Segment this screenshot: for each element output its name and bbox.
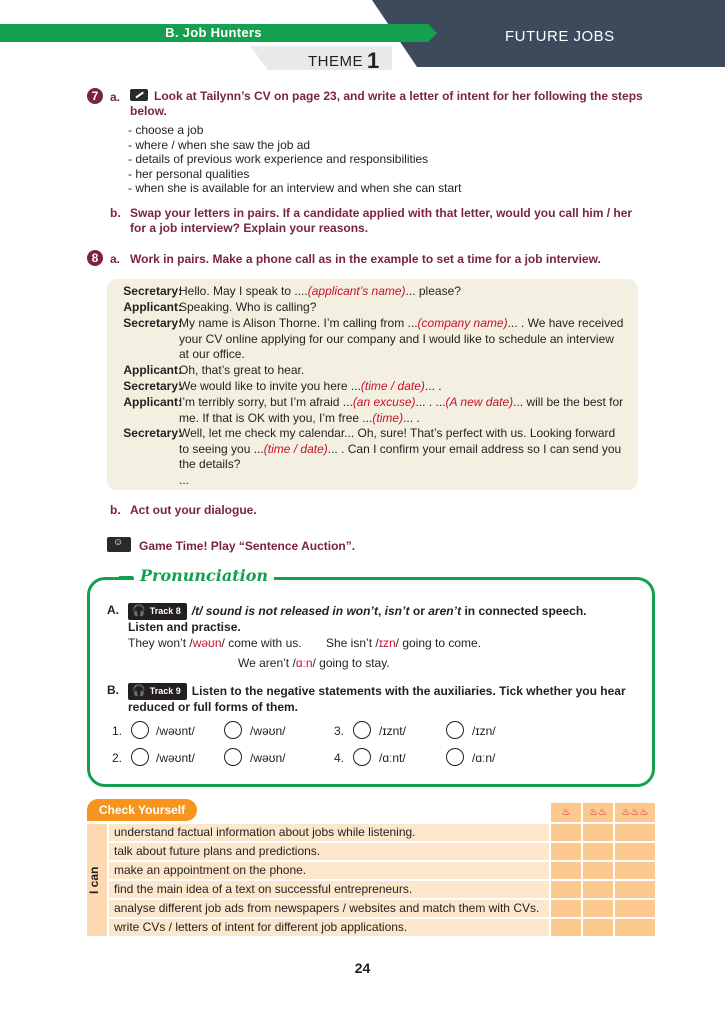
option-full: /wəʊnt/	[156, 724, 195, 738]
rating-cell[interactable]	[551, 843, 581, 860]
rating-cell[interactable]	[583, 881, 613, 898]
pronunciation-title: Pronunciation	[134, 566, 274, 585]
list-item: - her personal qualities	[128, 166, 250, 181]
example-sentence: She isn’t /ɪzn/ going to come.	[326, 636, 482, 650]
ex8-b-instruction: Act out your dialogue.	[130, 503, 257, 517]
level-2-header: ♨♨	[583, 803, 613, 822]
rating-cell[interactable]	[551, 862, 581, 879]
rating-cell[interactable]	[615, 862, 655, 879]
dialogue-line: Well, let me check my calendar... Oh, sure! That’s perfect with us. Looking forward to seeing you ...(time / date)... . Can I confirm your email address so I can send you the details? ...	[179, 426, 622, 487]
list-item: - details of previous work experience and responsibilities	[128, 152, 429, 167]
check-yourself-badge: Check Yourself	[87, 799, 197, 821]
tick-circle[interactable]	[131, 748, 149, 766]
page-number: 24	[354, 960, 371, 976]
theme-number: 1	[367, 48, 380, 73]
item-number: 4.	[334, 751, 345, 765]
ex7-a-instruction: Look at Tailynn’s CV on page 23, and write a letter of intent for her following the steps below.	[130, 89, 643, 118]
table-row: make an appointment on the phone.	[109, 862, 549, 879]
level-1-header: ♨	[551, 803, 581, 822]
option-full: /ɪznt/	[379, 724, 406, 738]
rating-cell[interactable]	[615, 919, 655, 936]
ex7-a-label: a.	[110, 90, 121, 104]
list-item: - choose a job	[128, 123, 204, 137]
list-item: - where / when she saw the job ad	[128, 137, 311, 152]
rating-cell[interactable]	[551, 919, 581, 936]
table-row: understand factual information about jobs while listening.	[109, 824, 549, 841]
game-icon	[107, 537, 131, 552]
ex7-steps-list	[128, 123, 462, 196]
headphones-icon: 🎧	[132, 605, 146, 617]
speaker-secretary: Secretary:	[123, 316, 182, 330]
dialogue-line: Hello. May I speak to ....(applicant’s name)... please?	[179, 284, 461, 298]
speaker-applicant: Applicant:	[123, 363, 182, 377]
speaker-applicant: Applicant:	[123, 395, 182, 409]
ex8-b-label: b.	[110, 503, 121, 517]
tick-circle[interactable]	[131, 721, 149, 739]
list-item: - when she is available for an interview and when she can start	[128, 181, 462, 196]
speaker-secretary: Secretary:	[123, 426, 182, 440]
speaker-applicant: Applicant:	[123, 300, 182, 314]
rating-cell[interactable]	[583, 843, 613, 860]
i-can-label: I can	[87, 866, 101, 894]
dialogue-line: My name is Alison Thorne. I’m calling from ...(company name)... . We have received your CV online applying for our company and I would like to schedule an interview at our office.	[179, 316, 624, 362]
ex7-b-instruction: Swap your letters in pairs. If a candidate applied with that letter, would you call him / her for a job interview? Explain your reasons.	[130, 206, 633, 235]
track-9-badge[interactable]: 🎧 Track 9	[128, 683, 187, 700]
rating-cell[interactable]	[551, 824, 581, 841]
tick-circle[interactable]	[446, 748, 464, 766]
rating-cell[interactable]	[551, 900, 581, 917]
table-row: analyse different job ads from newspapers / websites and match them with CVs.	[109, 900, 549, 917]
option-reduced: /wəʊn/	[250, 751, 286, 765]
option-full: /ɑːnt/	[379, 751, 406, 765]
headphones-icon: 🎧	[132, 685, 146, 697]
dialogue-line: We would like to invite you here ...(time / date)... .	[179, 379, 442, 393]
ex8-a-label: a.	[110, 252, 121, 266]
table-row: talk about future plans and predictions.	[109, 843, 549, 860]
ex8-a-instruction: Work in pairs. Make a phone call as in the example to set a time for a job interview.	[130, 252, 601, 266]
title-rule	[119, 576, 133, 579]
item-number: 2.	[112, 751, 123, 765]
track-8-badge[interactable]: 🎧 Track 8	[128, 603, 187, 620]
rating-cell[interactable]	[583, 919, 613, 936]
option-reduced: /ɑːn/	[472, 751, 496, 765]
item-number: 3.	[334, 724, 345, 738]
unit-title: FUTURE JOBS	[505, 28, 615, 45]
ex7-b-label: b.	[110, 206, 121, 220]
theme-label: THEME 1	[308, 48, 380, 73]
part-B-label: B.	[107, 683, 119, 697]
rating-cell[interactable]	[615, 900, 655, 917]
example-sentence: They won’t /wəʊn/ come with us.	[128, 636, 302, 650]
option-full: /wəʊnt/	[156, 751, 195, 765]
section-title: B. Job Hunters	[165, 25, 262, 40]
speaker-secretary: Secretary:	[123, 379, 182, 393]
rating-cell[interactable]	[615, 843, 655, 860]
rating-cell[interactable]	[583, 862, 613, 879]
tick-circle[interactable]	[224, 748, 242, 766]
tick-circle[interactable]	[353, 721, 371, 739]
part-A-instruction: 🎧 Track 8 /t/ sound is not released in won’t, isn’t or aren’t in connected speech. Listen and practise.	[128, 604, 587, 634]
table-row: write CVs / letters of intent for different job applications.	[109, 919, 549, 936]
speaker-secretary: Secretary:	[123, 284, 182, 298]
tick-circle[interactable]	[446, 721, 464, 739]
exercise-8-number: 8	[87, 250, 103, 266]
rating-cell[interactable]	[615, 881, 655, 898]
tick-circle[interactable]	[353, 748, 371, 766]
dialogue-line: Oh, that’s great to hear.	[179, 363, 305, 377]
item-number: 1.	[112, 724, 123, 738]
option-reduced: /ɪzn/	[472, 724, 496, 738]
rating-cell[interactable]	[583, 900, 613, 917]
dialogue-line: Speaking. Who is calling?	[179, 300, 317, 314]
example-sentence: We aren’t /ɑːn/ going to stay.	[238, 656, 390, 670]
tick-circle[interactable]	[224, 721, 242, 739]
part-B-instruction: 🎧 Track 9 Listen to the negative statements with the auxiliaries. Tick whether you hear reduced or full forms of them.	[128, 684, 626, 714]
level-3-header: ♨♨♨	[615, 803, 655, 822]
table-row: find the main idea of a text on successful entrepreneurs.	[109, 881, 549, 898]
exercise-7-number: 7	[87, 88, 103, 104]
writing-icon	[130, 89, 148, 101]
option-reduced: /wəʊn/	[250, 724, 286, 738]
dialogue-line: I’m terribly sorry, but I’m afraid ...(an excuse)... . ...(A new date)... will be the best for me. If that is OK with you, I’m free ...(time)... .	[179, 395, 624, 425]
game-time-text: Game Time! Play “Sentence Auction”.	[139, 539, 356, 553]
rating-cell[interactable]	[551, 881, 581, 898]
rating-cell[interactable]	[583, 824, 613, 841]
rating-cell[interactable]	[615, 824, 655, 841]
part-A-label: A.	[107, 603, 119, 617]
